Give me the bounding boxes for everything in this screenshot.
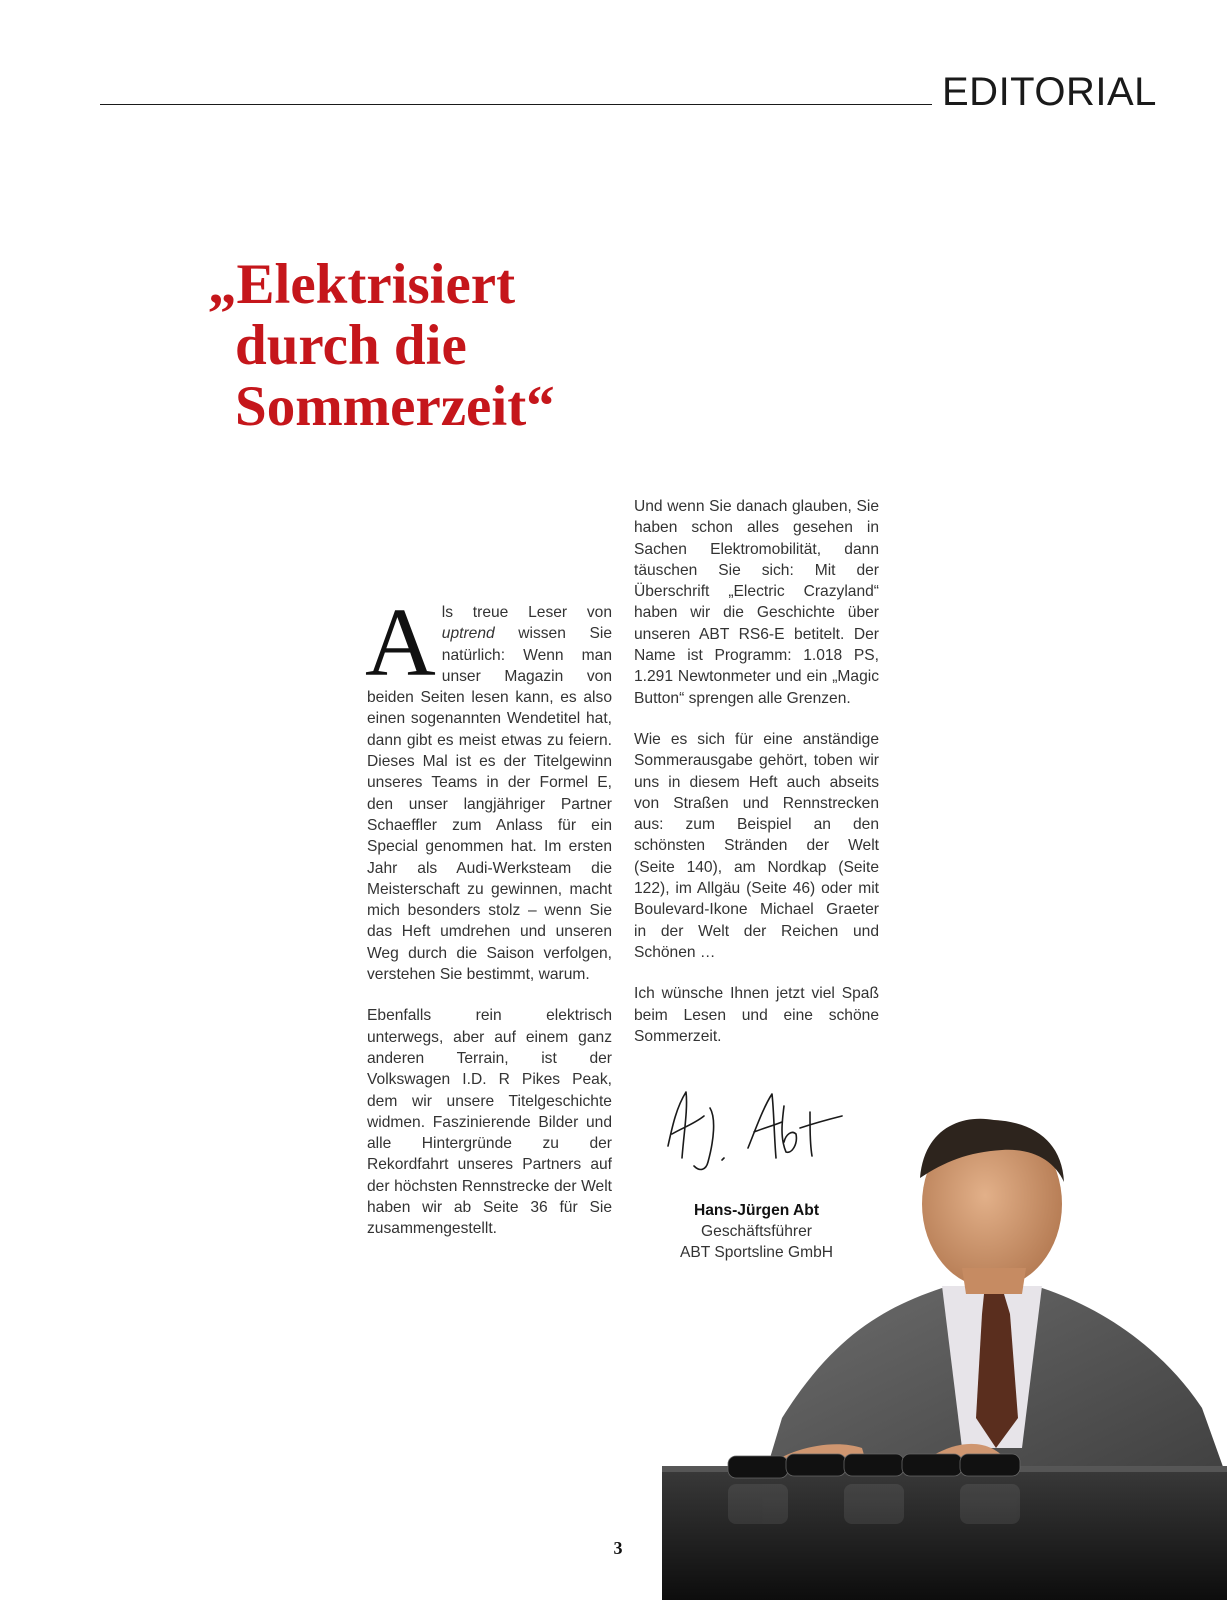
signer-company: ABT Sportsline GmbH [679, 1244, 834, 1261]
paragraph-5: Ich wünsche Ihnen jetzt viel Spaß beim Lesen und eine schöne Sommerzeit. [634, 985, 879, 1045]
headline-line-1: „Elektrisiert [208, 253, 516, 316]
intro-continued: wissen Sie natürlich: Wenn man unser Magazin von beiden Seiten lesen kann, es also einen sogenannten Wendetitel hat, dann gibt es meist etwas zu feiern. Dieses Mal ist es der Titelgewinn unseres Teams in der Formel E, den unser langjähriger Partner Schaeffler zum Anlass für ein Special genommen hat. Im ersten Jahr als Audi-Werksteam die Meisterschaft zu gewinnen, macht mich besonders stolz – wenn Sie das Heft umdrehen und unseren Weg durch die Saison verfolgen, verstehen Sie bestimmt, warum. [367, 625, 612, 984]
signer-name: Hans-Jürgen Abt [693, 1202, 820, 1219]
article-column-right [634, 496, 879, 1067]
page-number: 3 [613, 1538, 623, 1558]
headline-line-3: Sommerzeit“ [235, 375, 555, 438]
portrait-photo [662, 1118, 1227, 1600]
signer-role: Geschäftsführer [701, 1223, 812, 1240]
headline-line-2: durch die [235, 314, 467, 377]
drop-cap: A [365, 589, 436, 697]
intro-text: ls treue Leser von [441, 604, 612, 621]
article-column-left [365, 589, 612, 1260]
paragraph-2: Ebenfalls rein elektrisch unterwegs, aber auf einem ganz anderen Terrain, ist der Volkswagen I.D. R Pikes Peak, dem wir unsere Titelgeschichte widmen. Faszinierende Bilder und alle Hintergründe zu der Rekordfahrt unseres Partners auf der höchsten Rennstrecke der Welt haben wir ab Seite 36 für Sie zusammengestellt. [367, 1007, 612, 1238]
magazine-name: uptrend [441, 625, 495, 643]
header-rule [100, 104, 932, 105]
paragraph-3: Und wenn Sie danach glauben, Sie haben schon alles gesehen in Sachen Elektromobilität, dann täuschen Sie sich: Mit der Überschrift „Electric Crazyland“ haben wir die Geschichte über unseren ABT RS6-E betitelt. Der Name ist Programm: 1.018 PS, 1.291 Newtonmeter und ein „Magic Button“ sprengen alle Grenzen. [634, 498, 879, 707]
paragraph-1 [365, 589, 612, 985]
paragraph-4: Wie es sich für eine anständige Sommerausgabe gehört, toben wir uns in diesem Heft auch abseits von Straßen und Rennstrecken aus: zum Beispiel an den schönsten Stränden der Welt (Seite 140), am Nordkap (Seite 122), im Allgäu (Seite 46) oder mit Boulevard-Ikone Michael Graeter in der Welt der Reichen und Schönen … [634, 730, 879, 961]
section-label: EDITORIAL [942, 70, 1157, 114]
headline [208, 254, 668, 437]
